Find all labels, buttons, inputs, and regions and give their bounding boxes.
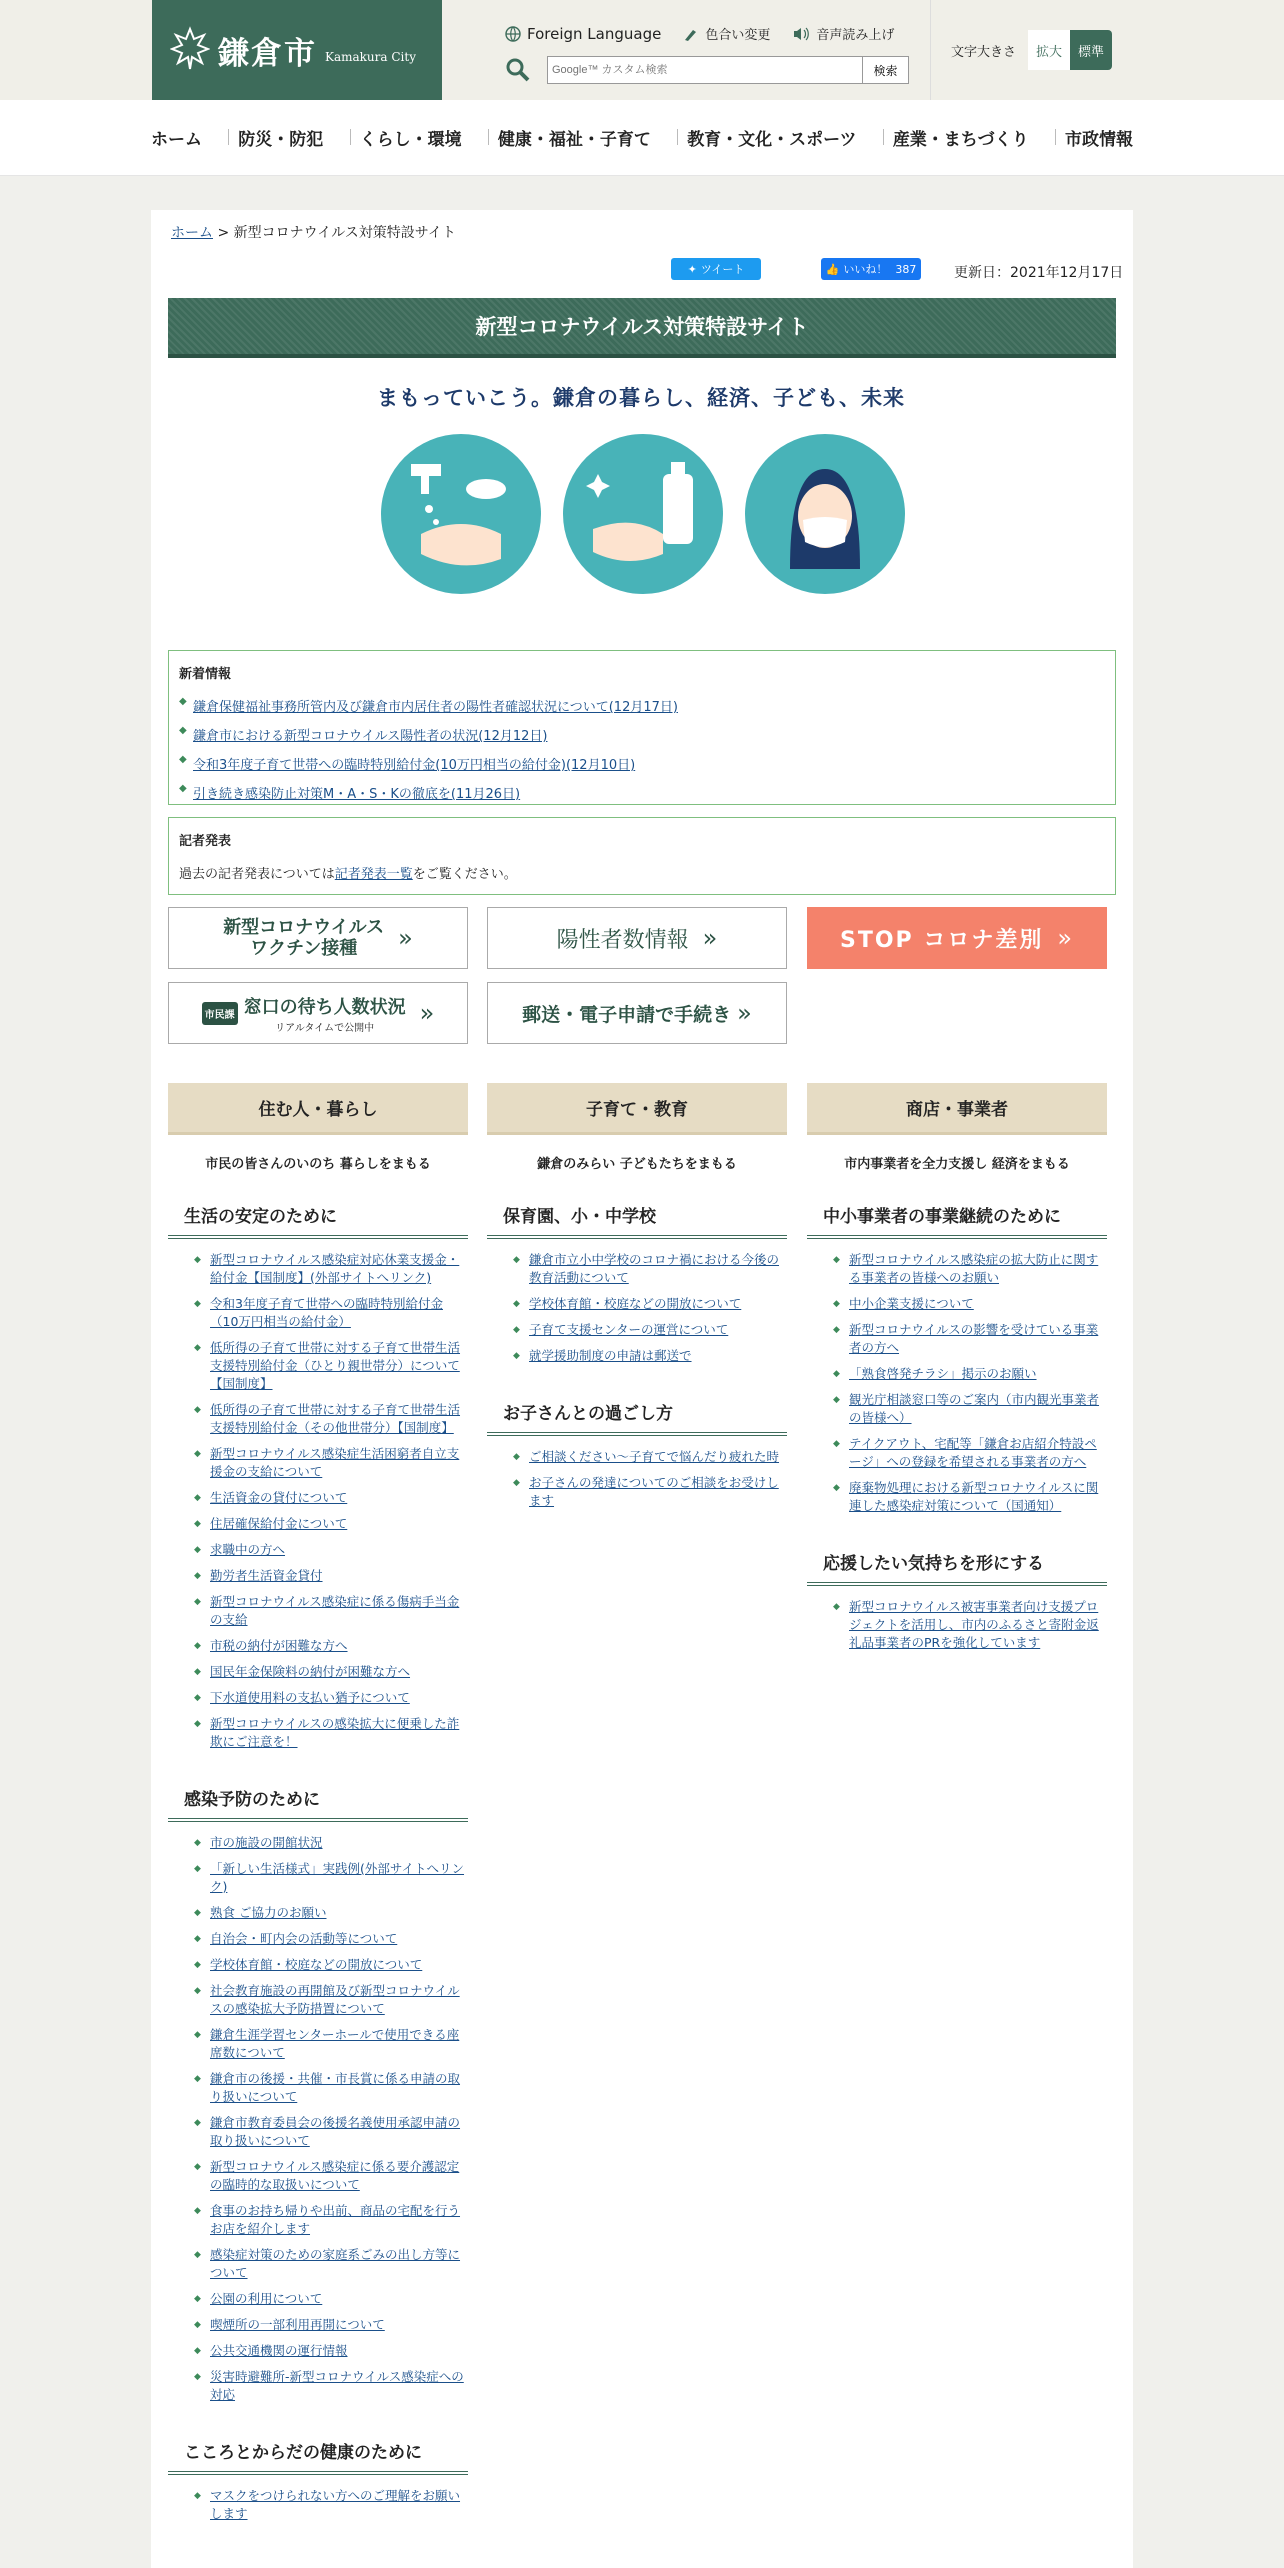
list-item <box>168 1295 468 1331</box>
list-item <box>487 1448 787 1466</box>
site-logo[interactable] <box>152 0 442 100</box>
list-item-link[interactable]: 災害時避難所-新型コロナウイルス感染症への対応 <box>210 2369 464 2402</box>
list-item-link[interactable]: 低所得の子育て世帯に対する子育て世帯生活支援特別給付金（ひとり親世帯分）について【国制度】 <box>210 1340 461 1391</box>
list-item <box>168 2342 468 2360</box>
list-item <box>168 2070 468 2106</box>
foreign-language-link[interactable]: Foreign Language <box>505 25 661 43</box>
sanitizer-icon <box>563 434 723 594</box>
column-subtitle: 鎌倉のみらい 子どもたちをまもる <box>537 1157 737 1172</box>
list-item-link[interactable]: 公共交通機関の運行情報 <box>210 2343 348 2358</box>
list-item <box>807 1435 1107 1471</box>
list-item-link[interactable]: テイクアウト、宅配等「鎌倉お店紹介特設ページ」への登録を希望される事業者の方へ <box>849 1436 1097 1469</box>
list-item-link[interactable]: 新型コロナウイルス感染症に係る傷病手当金の支給 <box>210 1594 460 1627</box>
list-item-link[interactable]: 自治会・町内会の活動等について <box>210 1931 398 1946</box>
list-item <box>168 1489 468 1507</box>
breadcrumb-current: 新型コロナウイルス対策特設サイト <box>233 225 456 241</box>
list-item <box>487 1474 787 1510</box>
list-item <box>807 1598 1107 1652</box>
list-item-link[interactable]: 学校体育館・校庭などの開放について <box>210 1957 423 1972</box>
search-button[interactable]: 検索 <box>863 56 909 84</box>
section-heading: 中小事業者の事業継続のために <box>807 1202 1107 1239</box>
link-list <box>168 1251 468 1751</box>
city-emblem-icon <box>170 25 210 75</box>
list-item <box>807 1251 1107 1287</box>
column-heading: 商店・事業者 <box>807 1083 1107 1135</box>
queue-tag: 市民課 <box>202 1002 238 1025</box>
list-item <box>168 2158 468 2194</box>
like-count: 387 <box>895 262 917 276</box>
social-buttons <box>671 258 921 280</box>
link-list <box>487 1448 787 1510</box>
logo-japanese: 鎌倉市 <box>218 35 317 72</box>
list-item <box>168 1637 468 1655</box>
link-list <box>168 2487 468 2523</box>
list-item <box>807 1365 1107 1383</box>
list-item <box>168 2202 468 2238</box>
nav-city-admin[interactable]: 市政情報 <box>1065 125 1133 150</box>
list-item <box>168 1663 468 1681</box>
list-item-link[interactable]: 新型コロナウイルスの影響を受けている事業者の方へ <box>849 1322 1099 1355</box>
list-item-link[interactable]: 求職中の方へ <box>210 1542 286 1557</box>
list-item-link[interactable]: 熟食 ご協力のお願い <box>210 1905 327 1920</box>
list-item-link[interactable]: 勤労者生活資金貸付 <box>210 1568 323 1583</box>
list-item <box>487 1251 787 1287</box>
tweet-button[interactable]: ✦ ツイート <box>671 258 761 280</box>
list-item <box>168 2368 468 2404</box>
press-list-link[interactable]: 記者発表一覧 <box>334 867 413 882</box>
list-item <box>168 2026 468 2062</box>
banner-text: まもっていこう。鎌倉の暮らし、経済、子ども、未来 <box>377 386 905 410</box>
updated-date: 更新日：2021年12月17日 <box>954 265 1124 281</box>
like-button[interactable]: 👍 いいね！ 387 <box>821 258 921 280</box>
list-item-link[interactable]: 中小企業支援について <box>849 1296 974 1311</box>
handwashing-icon <box>381 434 541 594</box>
utility-links <box>505 24 894 43</box>
list-item-link[interactable]: 鎌倉市教育委員会の後援名義使用承認申請の取り扱いについて <box>210 2115 461 2148</box>
search-input[interactable] <box>547 56 863 84</box>
breadcrumb-home[interactable]: ホーム <box>171 225 213 241</box>
list-item-link[interactable]: 就学援助制度の申請は郵送で <box>529 1348 692 1363</box>
list-item <box>168 2487 468 2523</box>
list-item <box>168 1339 468 1393</box>
list-item-link[interactable]: 社会教育施設の再開館及び新型コロナウイルスの感染拡大予防措置について <box>210 1983 460 2016</box>
list-item-link[interactable]: 新型コロナウイルス感染症の拡大防止に関する事業者の皆様へのお願い <box>849 1252 1099 1285</box>
news-item: ◆ 鎌倉市における新型コロナウイルス陽性者の状況(12月12日) <box>179 725 1105 744</box>
list-item <box>168 1541 468 1559</box>
stop-discrimination-button[interactable]: STOP コロナ差別 » <box>807 907 1107 969</box>
section-heading: 感染予防のために <box>168 1785 468 1822</box>
list-item-link[interactable]: 感染症対策のための家庭系ごみの出し方等について <box>210 2247 461 2280</box>
press-release-box: 記者発表 過去の記者発表については記者発表一覧をご覧ください。 <box>168 817 1116 895</box>
list-item <box>168 2246 468 2282</box>
vaccine-button[interactable]: 新型コロナウイルス ワクチン接種 » <box>168 907 468 969</box>
list-item <box>168 1401 468 1437</box>
column-heading: 住む人・暮らし <box>168 1083 468 1135</box>
list-item <box>168 1515 468 1533</box>
list-item-link[interactable]: 新型コロナウイルスの感染拡大に便乗した詐欺にご注意を！ <box>210 1716 460 1749</box>
link-list <box>487 1251 787 1365</box>
news-heading: 新着情報 <box>179 667 232 682</box>
list-item-link[interactable]: 市税の納付が困難な方へ <box>210 1638 348 1653</box>
list-item <box>807 1479 1107 1515</box>
chevron-right-icon: » <box>419 999 435 1027</box>
list-item-link[interactable]: 食事のお持ち帰りや出前、商品の宅配を行うお店を紹介します <box>210 2203 461 2236</box>
link-list <box>807 1598 1107 1652</box>
press-heading: 記者発表 <box>179 834 232 849</box>
list-item-link[interactable]: 新型コロナウイルス感染症に係る要介護認定の臨時的な取扱いについて <box>210 2159 460 2192</box>
queue-status-button[interactable]: 市民課 窓口の待ち人数状況 リアルタイムで公開中 » <box>168 982 468 1044</box>
voice-reading-link[interactable]: 音声読み上げ <box>792 24 894 43</box>
list-item <box>168 1904 468 1922</box>
list-item-link[interactable]: 下水道使用料の支払い猶予について <box>210 1690 410 1705</box>
column-business <box>807 1083 1107 1686</box>
list-item-link[interactable]: 廃棄物処理における新型コロナウイルスに関連した感染症対策について（国通知） <box>849 1480 1099 1513</box>
list-item-link[interactable]: 子育て支援センターの運営について <box>529 1322 729 1337</box>
page-title: 新型コロナウイルス対策特設サイト <box>168 298 1116 358</box>
list-item <box>168 2316 468 2334</box>
global-nav <box>0 100 1284 176</box>
list-item-link[interactable]: 鎌倉市の後援・共催・市長賞に係る申請の取り扱いについて <box>210 2071 461 2104</box>
list-item-link[interactable]: 新型コロナウイルス感染症対応休業支援金・給付金【国制度】(外部サイトへリンク) <box>210 1252 460 1285</box>
list-item-link[interactable]: 鎌倉生涯学習センターホールで使用できる座席数について <box>210 2027 460 2060</box>
list-item-link[interactable]: 令和3年度子育て世帯への臨時特別給付金（10万円相当の給付金） <box>210 1296 443 1329</box>
list-item-link[interactable]: お子さんの発達についてのご相談をお受けします <box>529 1475 779 1508</box>
list-item <box>168 1956 468 1974</box>
list-item-link[interactable]: 鎌倉市立小中学校のコロナ禍における今後の教育活動について <box>529 1252 780 1285</box>
list-item <box>168 1567 468 1585</box>
list-item <box>168 1445 468 1481</box>
search-icon <box>505 57 531 83</box>
chevron-right-icon: » <box>1057 924 1075 952</box>
list-item-link[interactable]: 住居確保給付金について <box>210 1516 348 1531</box>
news-item: ◆ 鎌倉保健福祉事務所管内及び鎌倉市内居住者の陽性者確認状況について(12月17日) <box>179 696 1105 715</box>
mask-person-icon <box>745 434 905 594</box>
list-item-link[interactable]: 学校体育館・校庭などの開放について <box>529 1296 742 1311</box>
list-item <box>807 1391 1107 1427</box>
list-item <box>487 1321 787 1339</box>
list-item-link[interactable]: ご相談ください～子育てで悩んだり疲れた時 <box>529 1449 780 1464</box>
column-childcare <box>487 1083 787 1544</box>
font-size-enlarge-button[interactable]: 拡大 <box>1028 30 1070 70</box>
site-header <box>0 0 1284 100</box>
logo-english: Kamakura City <box>325 50 416 64</box>
news-box <box>168 650 1116 805</box>
list-item <box>168 1982 468 2018</box>
nav-living[interactable]: くらし・環境 <box>360 125 462 150</box>
list-item-link[interactable]: 喫煙所の一部利用再開について <box>210 2317 385 2332</box>
news-item: ◆ 令和3年度子育て世帯への臨時特別給付金(10万円相当の給付金)(12月10日) <box>179 754 1105 773</box>
main-content <box>151 210 1133 2568</box>
list-item <box>168 2114 468 2150</box>
list-item <box>487 1295 787 1313</box>
list-item <box>168 1593 468 1629</box>
section-heading: 保育園、小・中学校 <box>487 1202 787 1239</box>
list-item-link[interactable]: 新型コロナウイルス被害事業者向け支援プロジェクトを活用し、市内のふるさと寄附金返礼品事業者のPRを強化しています <box>849 1599 1099 1650</box>
globe-icon <box>505 26 521 42</box>
nav-education[interactable]: 教育・文化・スポーツ <box>687 125 856 150</box>
nav-disaster[interactable]: 防災・防犯 <box>238 125 323 150</box>
section-heading: 応援したい気持ちを形にする <box>807 1549 1107 1586</box>
list-item <box>487 1347 787 1365</box>
nav-health[interactable]: 健康・福祉・子育て <box>498 125 651 150</box>
mail-application-button[interactable]: 郵送・電子申請で手続き » <box>487 982 787 1044</box>
section-heading: こころとからだの健康のために <box>168 2438 468 2475</box>
list-item-link[interactable]: 市の施設の開館状況 <box>210 1835 323 1850</box>
list-item-link[interactable]: 国民年金保険料の納付が困難な方へ <box>210 1664 411 1679</box>
palette-icon <box>683 26 699 42</box>
list-item <box>807 1321 1107 1357</box>
font-size-label: 文字大きさ <box>951 44 1017 60</box>
list-item <box>168 1715 468 1751</box>
list-item-link[interactable]: 観光庁相談窓口等のご案内（市内観光事業者の皆様へ） <box>849 1392 1100 1425</box>
list-item <box>168 1930 468 1948</box>
section-heading: 生活の安定のために <box>168 1202 468 1239</box>
nav-industry[interactable]: 産業・まちづくり <box>893 125 1029 150</box>
chevron-right-icon: » <box>737 999 752 1027</box>
list-item-link[interactable]: 生活資金の貸付について <box>210 1490 348 1505</box>
section-heading: お子さんとの過ごし方 <box>487 1399 787 1436</box>
list-item-link[interactable]: 公園の利用について <box>210 2291 323 2306</box>
list-item-link[interactable]: 「熟食啓発チラシ」掲示のお願い <box>849 1366 1037 1381</box>
news-item: ◆ 引き続き感染防止対策M・A・S・Kの徹底を(11月26日) <box>179 783 1105 802</box>
breadcrumb: ホーム > 新型コロナウイルス対策特設サイト <box>171 225 456 241</box>
list-item <box>168 2290 468 2308</box>
column-heading: 子育て・教育 <box>487 1083 787 1135</box>
twitter-icon: ✦ <box>687 262 697 276</box>
color-change-link[interactable]: 色合い変更 <box>683 24 770 43</box>
link-list <box>807 1251 1107 1515</box>
list-item-link[interactable]: 「新しい生活様式」実践例(外部サイトへリンク) <box>210 1861 465 1894</box>
chevron-right-icon: » <box>702 924 718 952</box>
column-subtitle: 市民の皆さんのいのち 暮らしをまもる <box>205 1157 431 1172</box>
column-residents <box>168 1083 468 2557</box>
list-item-link[interactable]: 新型コロナウイルス感染症生活困窮者自立支援金の支給について <box>210 1446 460 1479</box>
speaker-icon <box>792 26 810 42</box>
thumbs-up-icon: 👍 <box>825 262 840 276</box>
font-size-standard-button[interactable]: 標準 <box>1070 30 1112 70</box>
positive-cases-button[interactable]: 陽性者数情報 » <box>487 907 787 969</box>
hero-banner <box>291 372 991 604</box>
nav-home[interactable]: ホーム <box>151 130 202 150</box>
list-item <box>168 1689 468 1707</box>
list-item <box>168 1834 468 1852</box>
link-list <box>168 1834 468 2404</box>
list-item <box>168 1860 468 1896</box>
list-item-link[interactable]: マスクをつけられない方へのご理解をお願いします <box>210 2488 461 2521</box>
list-item <box>807 1295 1107 1313</box>
font-size-control <box>930 0 1112 100</box>
list-item-link[interactable]: 低所得の子育て世帯に対する子育て世帯生活支援特別給付金（その他世帯分）【国制度】 <box>210 1402 461 1435</box>
list-item <box>168 1251 468 1287</box>
column-subtitle: 市内事業者を全力支援し 経済をまもる <box>844 1157 1070 1172</box>
chevron-right-icon: » <box>398 924 413 952</box>
search-form <box>505 56 909 84</box>
